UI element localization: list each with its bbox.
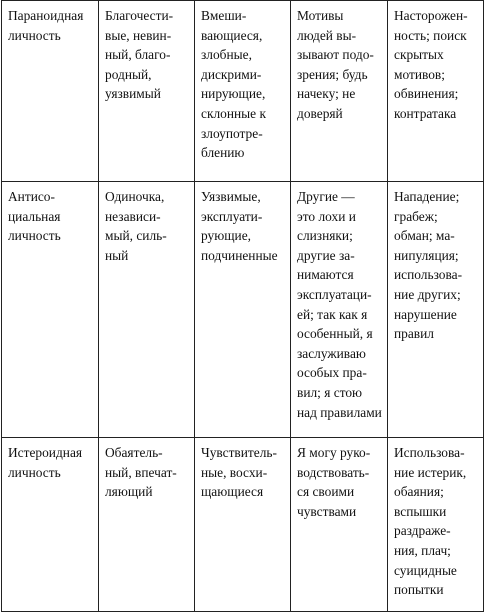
cell-text: Антисо- циальная личность xyxy=(8,189,61,244)
table-cell xyxy=(291,438,388,612)
cell-text: Уязвимые, эксплуати- рующие, подчиненные xyxy=(201,189,278,263)
cell-text: Нападение; грабеж; обман; ма- нипуляция; использова- ние других; нарушение правил xyxy=(394,189,463,342)
cell-text: Чувствитель- ные, восхи- щающиеся xyxy=(201,445,277,500)
cell-text: Другие — это лохи и слизняки; другие за- нимаются эксплуатаци- ей; так как я особенный, я заслуживаю особых пра- вил; я стою над правилами xyxy=(297,189,382,420)
cell-text: Обаятель- ный, впечат- ляющий xyxy=(105,445,177,500)
table-cell xyxy=(2,182,99,438)
cell-text: Использова- ние истерик, обаяния; вспышки раздраже- ния, плач; суицидные попытки xyxy=(394,445,467,598)
table-row xyxy=(2,1,484,182)
table-cell xyxy=(2,438,99,612)
cell-text: Истероидная личность xyxy=(8,445,83,480)
table-cell xyxy=(99,182,195,438)
cell-text: Насторожен- ность; поиск скрытых мотивов; обвинения; контратака xyxy=(394,8,468,121)
cell-text: Я могу руко- водствовать- ся своими чувствами xyxy=(297,445,371,519)
table-cell xyxy=(99,438,195,612)
table-cell xyxy=(2,1,99,182)
cell-text: Мотивы людей вы- зывают подо- зрения; будь начеку; не доверяй xyxy=(297,8,374,121)
table-row xyxy=(2,438,484,612)
table-cell xyxy=(388,1,484,182)
table-cell xyxy=(291,182,388,438)
table-cell xyxy=(195,182,291,438)
personality-table xyxy=(1,0,484,612)
cell-text: Одиночка, независи- мый, силь- ный xyxy=(105,189,167,263)
cell-text: Параноидная личность xyxy=(8,8,84,43)
table-cell xyxy=(388,182,484,438)
cell-text: Вмеши- вающиеся, злобные, дискрими- нирующие, склонные к злоупотре- блению xyxy=(201,8,266,161)
table-cell xyxy=(195,1,291,182)
cell-text: Благочести- вые, невин- ный, благо- родный, уязвимый xyxy=(105,8,174,102)
table-cell xyxy=(99,1,195,182)
table-cell xyxy=(195,438,291,612)
table-cell xyxy=(388,438,484,612)
table-cell xyxy=(291,1,388,182)
table-row xyxy=(2,182,484,438)
